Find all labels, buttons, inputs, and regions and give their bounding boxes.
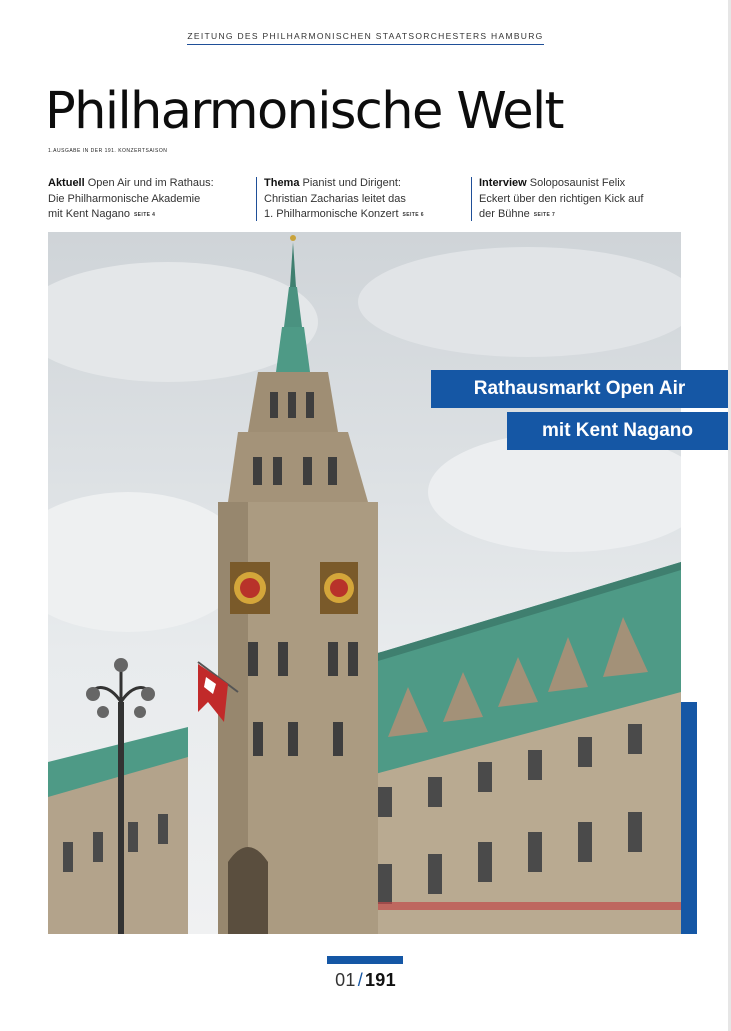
teaser-text: der Bühne bbox=[479, 208, 530, 220]
teaser-interview[interactable] bbox=[479, 176, 643, 224]
issue-number-left: 01 bbox=[335, 970, 356, 990]
newspaper-kicker: ZEITUNG DES PHILHARMONISCHEN STAATSORCHESTERS HAMBURG bbox=[0, 31, 731, 45]
teaser-keyword: Interview bbox=[479, 177, 527, 189]
cover-headline-line1[interactable]: Rathausmarkt Open Air bbox=[431, 370, 728, 408]
teaser-text: 1. Philharmonische Konzert bbox=[264, 208, 399, 220]
cover-photo-rathaus bbox=[48, 232, 681, 934]
accent-bar bbox=[681, 702, 697, 934]
teaser-text: Soloposaunist Felix bbox=[529, 177, 626, 189]
page-ref: SEITE 4 bbox=[133, 212, 156, 218]
issue-number bbox=[0, 970, 731, 991]
issue-separator: / bbox=[357, 970, 363, 990]
teaser-text: Die Philharmonische Akademie bbox=[48, 192, 201, 205]
masthead-title: Philharmonische Welt bbox=[45, 82, 563, 141]
page-ref: SEITE 6 bbox=[402, 212, 424, 218]
teaser-text: Pianist und Dirigent: bbox=[302, 177, 401, 189]
teaser-thema[interactable] bbox=[264, 176, 424, 224]
teaser-divider bbox=[256, 177, 257, 221]
teaser-text: Open Air und im Rathaus: bbox=[87, 177, 214, 189]
page-ref: SEITE 7 bbox=[533, 212, 556, 218]
issue-number-right: 191 bbox=[365, 970, 396, 990]
teaser-keyword: Thema bbox=[264, 177, 300, 189]
teaser-text: mit Kent Nagano bbox=[48, 208, 130, 220]
teaser-divider bbox=[471, 177, 472, 221]
issue-subline: 1.AUSGABE IN DER 191. KONZERTSAISON bbox=[48, 148, 168, 154]
teaser-keyword: Aktuell bbox=[48, 177, 85, 189]
teaser-text: Eckert über den richtigen Kick auf bbox=[479, 192, 644, 205]
issue-number-marker bbox=[327, 956, 403, 964]
teaser-aktuell[interactable] bbox=[48, 176, 214, 224]
cover-headline-line2[interactable]: mit Kent Nagano bbox=[507, 412, 728, 450]
teaser-text: Christian Zacharias leitet das bbox=[264, 192, 406, 205]
